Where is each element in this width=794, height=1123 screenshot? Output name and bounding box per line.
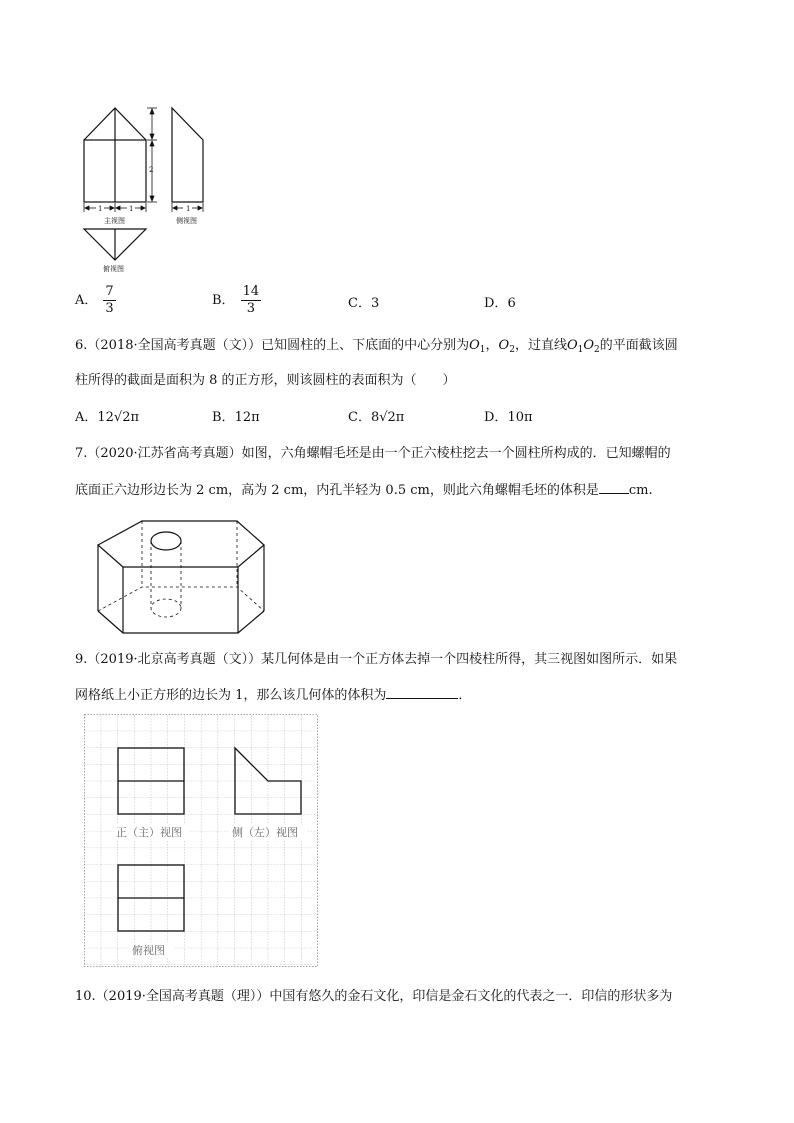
hex-nut-hole (151, 532, 181, 617)
q6-o1o2-letter-b: O (583, 338, 595, 353)
q5-choice-a-numerator: 7 (105, 284, 114, 299)
q9-line-2 (75, 684, 735, 705)
q5-choice-b-letter: B． (212, 293, 235, 308)
q6-choice-a-letter: A． (75, 410, 98, 425)
q6-choice-d-letter: D． (484, 410, 508, 425)
q6-o2-sub: 2 (509, 345, 515, 355)
top-view-label: 俯视图 (103, 265, 124, 273)
q5-choice-c-letter: C． (348, 296, 371, 311)
q6-o1-sub: 1 (479, 345, 486, 355)
q5-choice-c-value: 3 (370, 296, 380, 311)
q6-o1-letter: O (469, 338, 480, 353)
top-view-drawing (84, 229, 146, 260)
main-view-label: 主视图 (104, 217, 125, 225)
side-view-label-grid: 侧（左）视图 (232, 826, 298, 839)
q6-choice-d (484, 409, 533, 427)
q6-choice-a (75, 409, 139, 427)
q10-line-1: 10.（2019·全国高考真题（理））中国有悠久的金石文化，印信是金石文化的代表之一．印信的形状多为 (75, 989, 673, 1004)
q6-o1o2-sub-a: 1 (577, 345, 584, 355)
q6-o2 (499, 338, 515, 353)
q7-answer-blank (599, 479, 629, 494)
q6-o1o2 (567, 338, 600, 353)
side-view-label: 侧视图 (176, 217, 197, 225)
q6-line-2: 柱所得的截面是面积为 8 的正方形，则该圆柱的表面积为（ ） (75, 373, 456, 388)
side-width-dimension-label: 1 (186, 205, 191, 213)
q6-choice-c-letter: C． (348, 410, 371, 425)
q6-choice-b-value: 12π (234, 410, 260, 425)
q6-o1o2-letter-a: O (566, 338, 578, 353)
q6-separator: ， (485, 338, 499, 353)
width-dimension-right-label: 1 (129, 205, 134, 213)
q5-choice-d-value: 6 (507, 296, 516, 311)
q9-line-2-suffix: ． (458, 688, 472, 703)
main-view-drawing (84, 108, 146, 202)
q6-o1 (469, 338, 485, 353)
front-view-label: 正（主）视图 (116, 826, 182, 839)
q5-choice-c (348, 295, 379, 313)
q6-choice-c-value: 8√2π (370, 410, 405, 425)
q6-o2-letter: O (498, 338, 510, 353)
q6-line-1-suffix: 的平面截该圆 (599, 338, 678, 353)
height-dimension (147, 108, 157, 202)
q9-line-1: 9.（2019·北京高考真题（文））某几何体是由一个正方体去掉一个四棱柱所得，其三视图如图所示．如果 (75, 652, 678, 667)
q6-choice-c (348, 409, 404, 427)
q6-choice-a-value: 12√2π (97, 410, 140, 425)
width-dimension-left-label: 1 (98, 205, 103, 213)
height-dimension-label: 2 (149, 166, 154, 174)
grid-paper (85, 715, 318, 967)
q6-choice-d-value: 10π (507, 410, 533, 425)
side-view-drawing (172, 108, 203, 202)
q5-choice-d (484, 295, 516, 313)
q7-line-2-suffix: cm. (628, 483, 653, 498)
grid-three-view-figure (84, 714, 318, 967)
q6-o1o2-sub-b: 2 (594, 345, 600, 355)
q6-line-1-mid: ，过直线 (514, 338, 567, 353)
q5-choice-a-letter: A． (75, 293, 98, 308)
q6-line-1-prefix: 6.（2018·全国高考真题（文））已知圆柱的上、下底面的中心分别为 (75, 338, 470, 353)
q7-line-2 (75, 479, 735, 500)
q7-line-1: 7.（2020·江苏省高考真题）如图，六角螺帽毛坯是由一个正六棱柱挖去一个圆柱所构成的．已知螺帽的 (75, 446, 671, 461)
q5-choice-b-numerator: 14 (242, 284, 260, 299)
q9-line-2-prefix: 网格纸上小正方形的边长为 1，那么该几何体的体积为 (75, 688, 387, 703)
q9-answer-blank (386, 684, 458, 699)
q6-choice-b (212, 409, 260, 427)
q5-choice-a-denominator: 3 (105, 301, 114, 316)
width-dimension (84, 203, 146, 212)
q7-line-2-prefix: 底面正六边形边长为 2 cm，高为 2 cm，内孔半轻为 0.5 cm，则此六角螺帽毛坯的体积是 (75, 483, 599, 498)
q5-choice-d-letter: D． (484, 296, 508, 311)
hex-nut-figure (90, 515, 280, 640)
top-view-label-grid: 俯视图 (132, 944, 165, 957)
q6-line-1 (75, 337, 735, 359)
q5-choice-b-fraction (241, 284, 262, 317)
q6-choice-b-letter: B． (212, 410, 235, 425)
q5-choice-a-fraction (103, 284, 115, 317)
q5-choice-b (212, 284, 261, 317)
q5-choice-a (75, 284, 116, 317)
q5-choice-b-denominator: 3 (246, 301, 255, 316)
three-view-figure (75, 100, 225, 280)
